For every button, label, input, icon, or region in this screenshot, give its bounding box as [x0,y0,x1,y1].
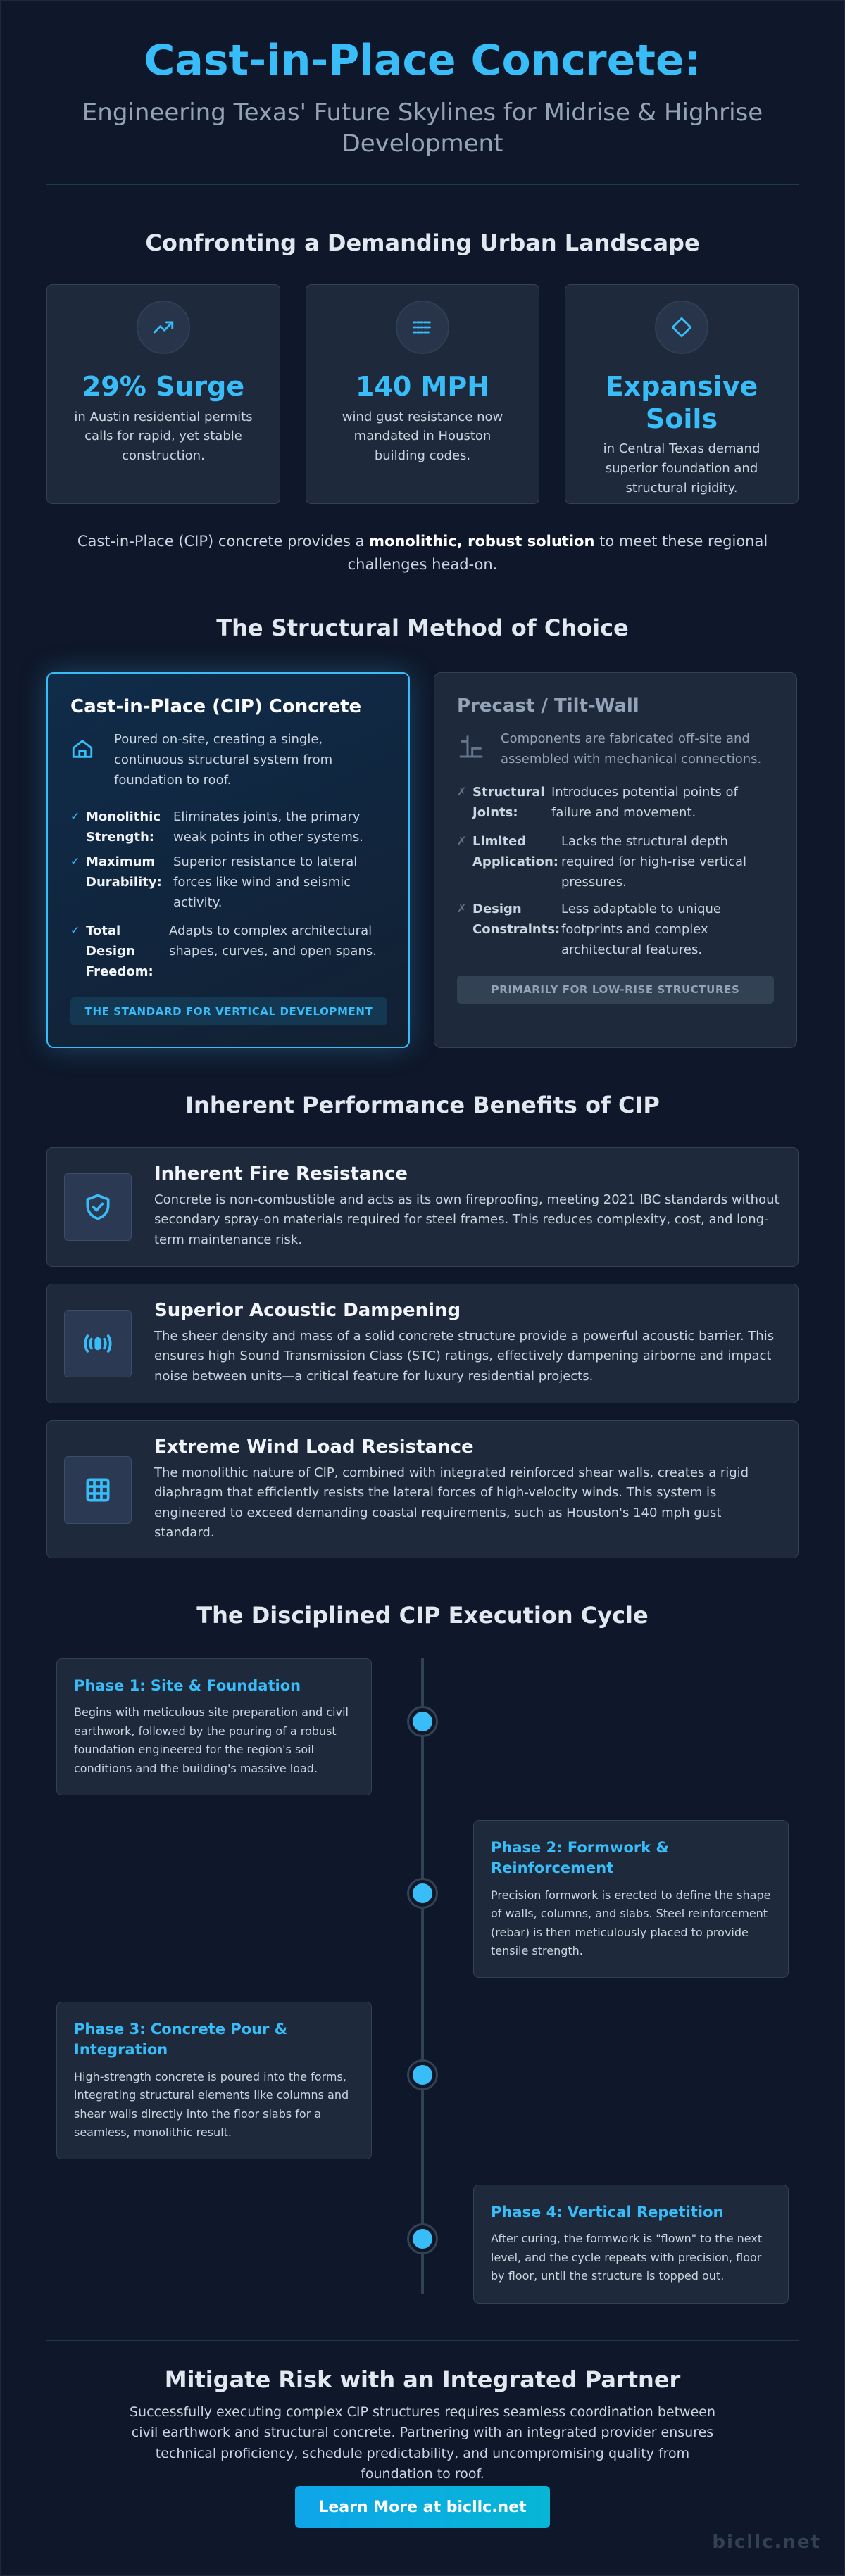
benefit-card-wind [46,1420,799,1558]
x-icon: ✗ [457,902,467,915]
cip-feature [70,852,387,913]
stat-text: in Central Texas demand superior foundation and structural rigidity. [603,441,760,495]
stat-text: in Austin residential permits calls for rapid, yet stable construction. [74,409,253,464]
precast-card [434,672,797,1048]
benefit-title: Extreme Wind Load Resistance [154,1437,474,1458]
cta-text: Successfully executing complex CIP structures requires seamless coordination between civil earthwork and structural concrete. Partnering with an integrated provider ensures technical proficiency, schedule predictability, and uncompromising quality from foundation to roof. [129,2404,716,2482]
cta-heading: Mitigate Risk with an Integrated Partner [164,2366,681,2393]
phase-title: Phase 3: Concrete Pour & Integration [74,2021,288,2059]
benefit-title: Inherent Fire Resistance [154,1163,408,1185]
feature-value: Less adaptable to unique footprints and complex architectural features. [561,902,722,957]
benefit-text: Concrete is non-combustible and acts as its own fireproofing, meeting 2021 IBC standards without secondary spray-on materials required for steel frames. This reduces complexity, cost, and long-term maintenance risk. [154,1192,780,1247]
check-icon: ✓ [70,809,80,823]
cip-badge: THE STANDARD FOR VERTICAL DEVELOPMENT [70,997,387,1025]
intro-text-lead: Cast-in-Place (CIP) concrete provides a [77,533,370,550]
timeline-dot [409,1880,436,1907]
benefit-card-acoustic [46,1284,799,1403]
benefit-card-fire [46,1147,799,1267]
timeline-card-phase-4 [473,2185,789,2304]
sound-waves-icon [64,1310,132,1377]
header [46,35,799,159]
stat-value: 140 MPH [355,371,490,402]
intro-text [46,530,799,576]
learn-more-button[interactable]: Learn More at bicllc.net [295,2486,550,2528]
page-subtitle: Engineering Texas' Future Skylines for Midrise & Highrise Development [82,99,763,158]
intro-text-emphasis: monolithic, robust solution [369,533,595,550]
phase-text: High-strength concrete is poured into the forms, integrating structural elements like columns and shear walls directly into the floor slabs for a seamless, monolithic result. [74,2069,349,2139]
section-heading-landscape: Confronting a Demanding Urban Landscape [145,229,700,256]
feature-key: Total Design Freedom: [86,923,154,979]
cip-feature [70,807,387,848]
timeline-dot [409,2225,436,2252]
stat-card-permits [46,284,280,504]
cip-description: Poured on-site, creating a single, continuous structural system from foundation to roof. [114,732,333,788]
page-title: Cast-in-Place Concrete: [144,36,701,85]
phase-title: Phase 1: Site & Foundation [74,1677,301,1694]
section-heading-benefits: Inherent Performance Benefits of CIP [185,1092,660,1118]
stat-card-soils [565,284,799,504]
divider [46,2340,799,2341]
feature-key: Limited Application: [472,834,559,869]
home-icon [70,737,99,790]
feature-value: Introduces potential points of failure and movement. [551,785,738,820]
benefit-title: Superior Acoustic Dampening [154,1300,461,1321]
trending-up-icon [137,301,190,354]
precast-feature [457,783,774,823]
cip-feature [70,921,387,982]
divider [46,184,799,185]
intro-text-tail: to meet these regional challenges head-on. [347,533,768,573]
precast-feature [457,832,774,892]
precast-description: Components are fabricated off-site and assembled with mechanical connections. [501,731,762,766]
feature-key: Structural Joints: [472,785,545,820]
section-heading-cycle: The Disciplined CIP Execution Cycle [196,1602,649,1629]
timeline-card-phase-3 [56,2002,372,2159]
brand-watermark: bicllc.net [712,2532,821,2553]
cip-card [46,672,410,1048]
stat-value: 29% Surge [82,371,245,402]
benefit-text: The sheer density and mass of a solid concrete structure provide a powerful acoustic barrier. This ensures high Sound Transmission Class (STC) ratings, effectively dampening airborne and impact noise between units—a critical feature for luxury residential projects. [154,1329,775,1384]
precast-description-row [457,729,767,770]
stat-text: wind gust resistance now mandated in Houston building codes. [342,409,503,464]
precast-title: Precast / Tilt-Wall [457,695,639,716]
cip-description-row [70,730,380,790]
feature-value: Superior resistance to lateral forces like wind and seismic activity. [173,854,358,910]
check-icon: ✓ [70,923,80,937]
phase-title: Phase 4: Vertical Repetition [491,2204,724,2221]
feature-key: Monolithic Strength: [86,809,161,845]
wind-icon [396,301,449,354]
x-icon: ✗ [457,834,467,847]
grid-icon [64,1456,132,1524]
phase-title: Phase 2: Formwork & Reinforcement [491,1839,669,1877]
timeline-dot [409,2062,436,2088]
timeline-card-phase-2 [473,1820,789,1978]
precast-badge: PRIMARILY FOR LOW-RISE STRUCTURES [457,976,774,1004]
phase-text: Begins with meticulous site preparation and civil earthwork, followed by the pouring of a robust foundation engineered for the region's soil conditions and the building's massive load. [74,1705,349,1775]
timeline-card-phase-1 [56,1658,372,1795]
timeline-line [421,1658,424,2294]
feature-value: Lacks the structural depth required for high-rise vertical pressures. [561,834,747,890]
feature-value: Adapts to complex architectural shapes, curves, and open spans. [169,923,377,959]
precast-feature [457,899,774,960]
stat-value: Expansive Soils [605,371,758,434]
stat-card-wind [306,284,539,504]
panel-icon [457,732,485,770]
feature-key: Design Constraints: [472,902,561,937]
x-icon: ✗ [457,785,467,798]
benefit-text: The monolithic nature of CIP, combined with integrated reinforced shear walls, creates a rigid diaphragm that efficiently resists the lateral forces of high-velocity winds. This system is engineered to exceed demanding coastal requirements, such as Houston's 140 mph gust standard. [154,1465,749,1541]
diamond-icon [655,301,708,354]
timeline-dot [409,1708,436,1735]
phase-text: After curing, the formwork is "flown" to the next level, and the cycle repeats with precision, floor by floor, until the structure is topped out. [491,2232,763,2283]
phase-text: Precision formwork is erected to define the shape of walls, columns, and slabs. Steel reinforcement (rebar) is then meticulously placed to provide tensile strength. [491,1888,771,1957]
cip-title: Cast-in-Place (CIP) Concrete [70,696,362,717]
section-heading-method: The Structural Method of Choice [216,614,629,641]
check-icon: ✓ [70,854,80,868]
feature-key: Maximum Durability: [86,854,162,890]
feature-value: Eliminates joints, the primary weak points in other systems. [173,809,363,845]
shield-check-icon [64,1173,132,1241]
